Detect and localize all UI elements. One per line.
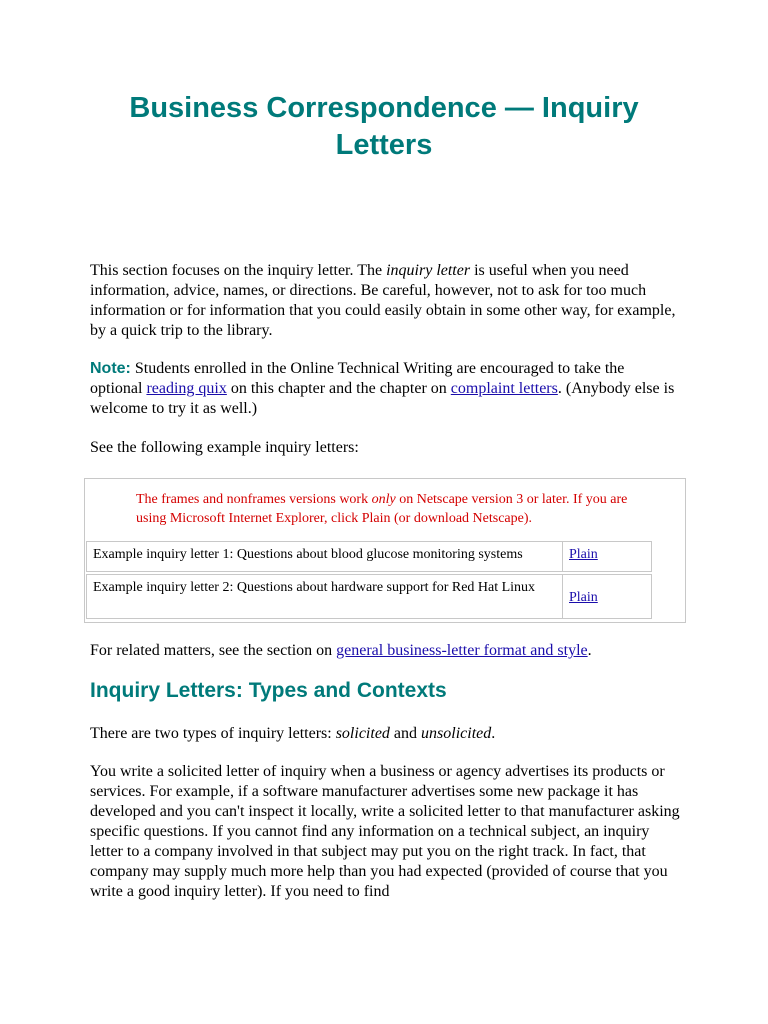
table-row <box>86 574 652 619</box>
page-title: Business Correspondence — Inquiry Letters <box>129 92 639 161</box>
example-2-label: Example inquiry letter 2: Questions about hardware support for Red Hat Linux <box>87 575 563 618</box>
complaint-letters-link[interactable]: complaint letters <box>450 380 558 397</box>
reading-quiz-link[interactable]: reading quix <box>146 380 227 397</box>
solicited-paragraph: You write a solicited letter of inquiry when a business or agency advertises its products or services. For example, if a software manufacturer advertises some new package it has developed and you can't inspect it locally, write a solicited letter to that manufacturer asking specific questions. If you cannot find any information on a technical subject, an inquiry letter to a company involved in that subject may put you on the right track. In fact, that company may supply much more help than you had expected (provided of course that you write a good inquiry letter). If you need to find <box>90 763 680 900</box>
note-label: Note: <box>90 360 131 377</box>
see-examples-text: See the following example inquiry letters: <box>90 439 359 456</box>
types-paragraph: There are two types of inquiry letters: solicited and unsolicited. <box>90 725 496 742</box>
example-1-label: Example inquiry letter 1: Questions about blood glucose monitoring systems <box>87 542 563 571</box>
note-paragraph: Note: Students enrolled in the Online Technical Writing are encouraged to take the optional reading quix on this chapter and the chapter on complaint letters. (Anybody else is welcome to try it as well.) <box>90 360 675 417</box>
examples-table <box>84 478 686 623</box>
related-paragraph: For related matters, see the section on general business-letter format and style. <box>90 642 592 659</box>
inquiry-letter-term: inquiry letter <box>386 262 471 279</box>
business-letter-format-link[interactable]: general business-letter format and style <box>336 642 588 659</box>
browser-warning: The frames and nonframes versions work only on Netscape version 3 or later. If you are using Microsoft Internet Explorer, click Plain (or download Netscape). <box>136 492 628 526</box>
table-row <box>86 541 652 572</box>
section-heading: Inquiry Letters: Types and Contexts <box>90 679 447 702</box>
example-2-plain-link[interactable]: Plain <box>569 590 598 605</box>
example-1-plain-link[interactable]: Plain <box>569 547 598 562</box>
intro-paragraph: This section focuses on the inquiry letter. The inquiry letter is useful when you need information, advice, names, or directions. Be careful, however, not to ask for too much information or for information that you could easily obtain in some other way, for example, by a quick trip to the library. <box>90 262 676 339</box>
